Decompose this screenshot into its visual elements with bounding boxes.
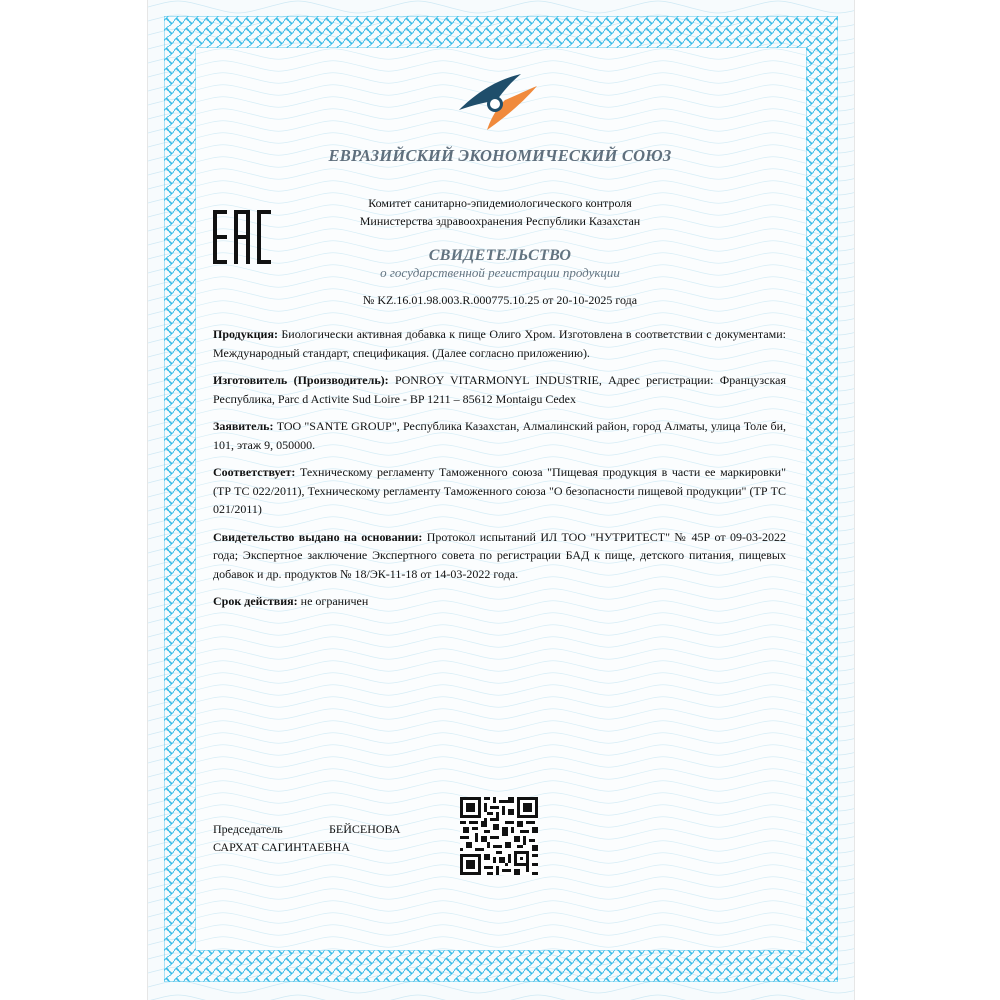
signature-block [213, 820, 433, 856]
qr-code-icon[interactable] [460, 797, 538, 875]
section-label: Изготовитель (Производитель): [213, 373, 389, 387]
section-text: Техническому регламенту Таможенного союза "Пищевая продукция в части ее маркировки" (ТР ТС 022/2011), Техническому регламенту Таможенного союза "О безопасности пищевой продукции" (ТР ТС 021/2011) [213, 465, 786, 516]
section-label: Заявитель: [213, 419, 274, 433]
section-product [213, 325, 786, 362]
issuer-line-1: Комитет санитарно-эпидемиологического контроля [368, 196, 632, 210]
signatory-name: САРХАТ САГИНТАЕВНА [213, 840, 350, 854]
certificate-subtitle: о государственной регистрации продукции [380, 265, 620, 280]
signatory-role: Председатель [213, 822, 283, 836]
section-text: ТОО "SANTE GROUP", Республика Казахстан, Алмалинский район, город Алматы, улица Толе би, 101, этаж 9, 050000. [213, 419, 786, 452]
section-text: PONROY VITARMONYL INDUSTRIE, Адрес регистрации: Французская Республика, Parc d Activite Sud Loire - BP 1211 – 85612 Montaigu Cedex [213, 373, 786, 406]
section-label: Продукция: [213, 327, 278, 341]
section-manufacturer [213, 371, 786, 408]
section-label: Соответствует: [213, 465, 296, 479]
certificate-details [213, 325, 786, 620]
certificate-number: № KZ.16.01.98.003.R.000775.10.25 от 20-10-2025 года [362, 293, 638, 307]
certificate-title: СВИДЕТЕЛЬСТВО [428, 247, 572, 264]
signatory-surname: БЕЙСЕНОВА [329, 822, 401, 836]
section-text: не ограничен [297, 594, 369, 608]
eaeu-logo-icon [457, 72, 539, 132]
certificate-content [195, 0, 805, 1000]
section-basis [213, 528, 786, 584]
section-validity [213, 592, 786, 611]
section-text: Протокол испытаний ИЛ ТОО "НУТРИТЕСТ" № 45Р от 09-03-2022 года; Экспертное заключение Экспертного совета по регистрации БАД к пище, детского питания, пищевых добавок и др. продуктов № 18/ЭК-11-18 от 14-03-2022 года. [213, 529, 786, 581]
issuer-line-2: Министерства здравоохранения Республики Казахстан [359, 214, 641, 228]
section-label: Срок действия: [213, 594, 298, 608]
section-applicant [213, 417, 786, 454]
section-text: Биологически активная добавка к пище Олиго Хром. Изготовлена в соответствии с документами: Международный стандарт, спецификация. (Далее согласно приложению). [213, 327, 786, 360]
section-label: Свидетельство выдано на основании: [213, 529, 423, 544]
issuing-authority [295, 194, 705, 230]
section-compliance [213, 463, 786, 519]
union-name-heading: ЕВРАЗИЙСКИЙ ЭКОНОМИЧЕСКИЙ СОЮЗ [328, 146, 672, 165]
